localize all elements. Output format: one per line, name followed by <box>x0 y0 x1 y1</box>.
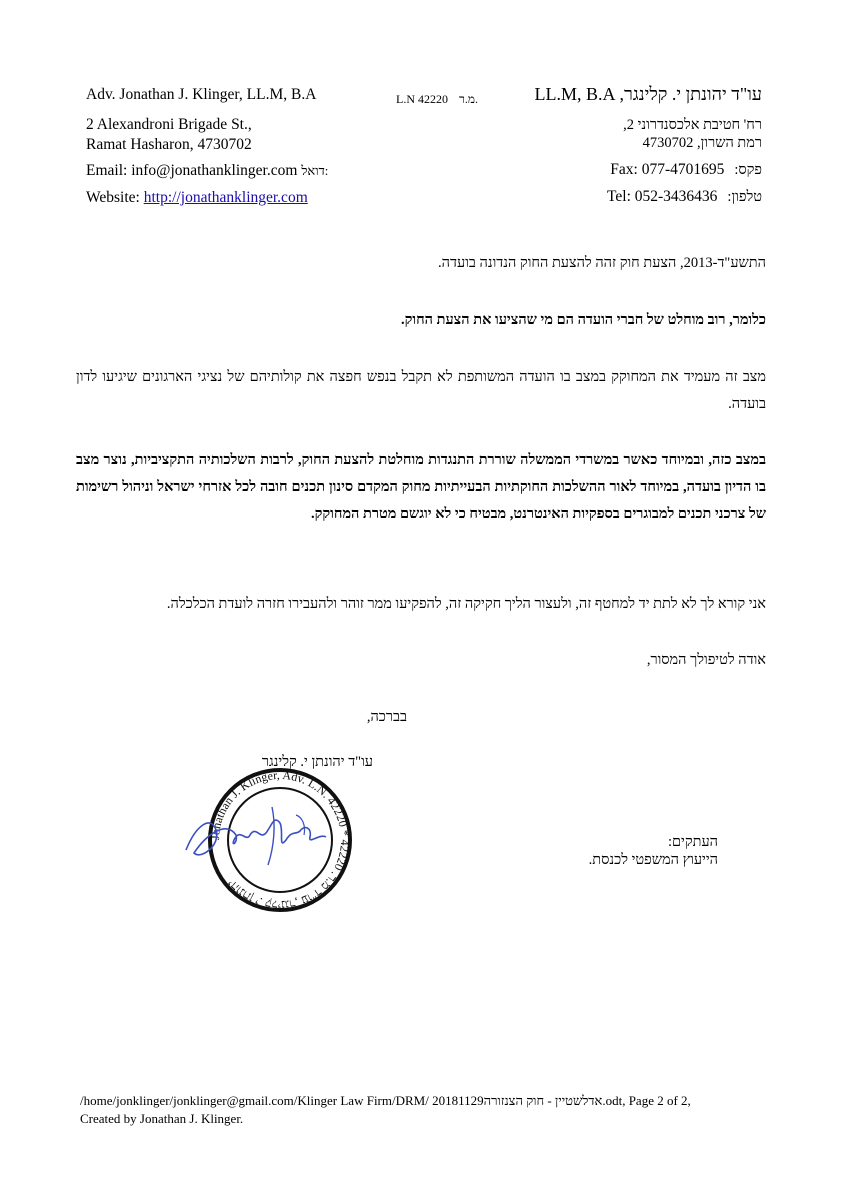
body-paragraph-3: מצב זה מעמיד את המחוקק במצב בו הועדה המשותפת לא תקבל בנפש חפצה את קולותיהם של נציגי הארגונים שיגיעו לדון בועדה. <box>76 369 766 412</box>
letterhead-he-phone <box>607 188 762 206</box>
license-number <box>396 92 478 107</box>
email-he-label: דואל: <box>301 163 329 178</box>
website-label: Website: <box>86 189 144 206</box>
fax-he-label: פקס: <box>734 162 762 178</box>
phone-he-label: טלפון: <box>727 189 762 205</box>
body-paragraph-5: אני קורא לך לא לתת יד למחטף זה, ולעצור הליך חקיקה זה, להפקיעו ממר זוהר ולהעבירו חזרה לועדת הכלכלה. <box>166 596 766 612</box>
email-text: Email: info@jonathanklinger.com <box>86 162 298 179</box>
signature-name: עו"ד יהונתן י. קלינגר <box>261 754 373 770</box>
he-degrees: LL.M, B.A <box>534 84 616 104</box>
letterhead-he-address-line1: רח' חטיבת אלכסנדרוני 2, <box>623 117 762 133</box>
footer-path: /home/jonklinger/jonklinger@gmail.com/Klinger Law Firm/DRM/ אדלשטיין - חוק הצנזורה20181129.odt, Page 2 of 2, <box>80 1093 691 1108</box>
body-line-2: כלומר, רוב מוחלט של חברי הועדה הם מי שהציעו את הצעת החוק. <box>400 312 766 328</box>
letterhead-en-email <box>86 162 328 180</box>
copies-label: העתקים: <box>667 834 718 850</box>
body-line-1: התשע"ד-2013, הצעת חוק זהה להצעת החוק הנדונה בועדה. <box>438 255 766 271</box>
stamp-ring-text: Jonathan J. Klinger, Adv. L.N. 42220 * יהונתן י. קלינגר, עו"ד מ.ר. 42220 <box>207 767 353 913</box>
copies-item-1: הייעוץ המשפטי לכנסת. <box>588 852 718 868</box>
license-number-he: מ.ר. <box>459 92 479 106</box>
letterhead-he-name <box>534 84 762 105</box>
he-name-text: עו"ד יהונתן י. קלינגר, <box>619 84 762 104</box>
license-number-en: L.N 42220 <box>396 92 448 106</box>
fax-number: Fax: 077-4701695 <box>610 161 725 178</box>
letterhead-en-website <box>86 189 308 207</box>
body-thanks: אודה לטיפולך המסור, <box>646 652 766 668</box>
page-footer <box>80 1092 760 1128</box>
handwritten-signature <box>176 795 346 875</box>
letterhead-he-address-line2: רמת השרון, 4730702 <box>642 135 762 151</box>
body-paragraph-4: במצב כזה, ובמיוחד כאשר במשרדי הממשלה שוררת התנגדות מוחלטת להצעת החוק, לרבות השלכותיה התקציביות, נוצר מצב בו הדיון בועדה, במיוחד לאור ההשלכות החוקתיות הבעייתיות מחוק המקדם סינון תכנים חובה לכל אזרחי ישראל וניהול רשימות של צרכני תכנים למבוגרים בספקיות האינטרנט, מבטיח כי לא יוגשם מטרת המחוקק. <box>76 452 766 522</box>
footer-created-by: Created by Jonathan J. Klinger. <box>80 1111 244 1126</box>
website-link[interactable]: http://jonathanklinger.com <box>143 189 308 206</box>
phone-number: Tel: 052-3436436 <box>607 188 718 205</box>
body-regards: בברכה, <box>366 709 407 725</box>
letterhead-en-address-line2: Ramat Hasharon, 4730702 <box>86 136 252 153</box>
letterhead-he-fax <box>610 161 762 179</box>
letterhead-en-name: Adv. Jonathan J. Klinger, LL.M, B.A <box>86 86 317 103</box>
letterhead-en-address-line1: 2 Alexandroni Brigade St., <box>86 116 252 133</box>
